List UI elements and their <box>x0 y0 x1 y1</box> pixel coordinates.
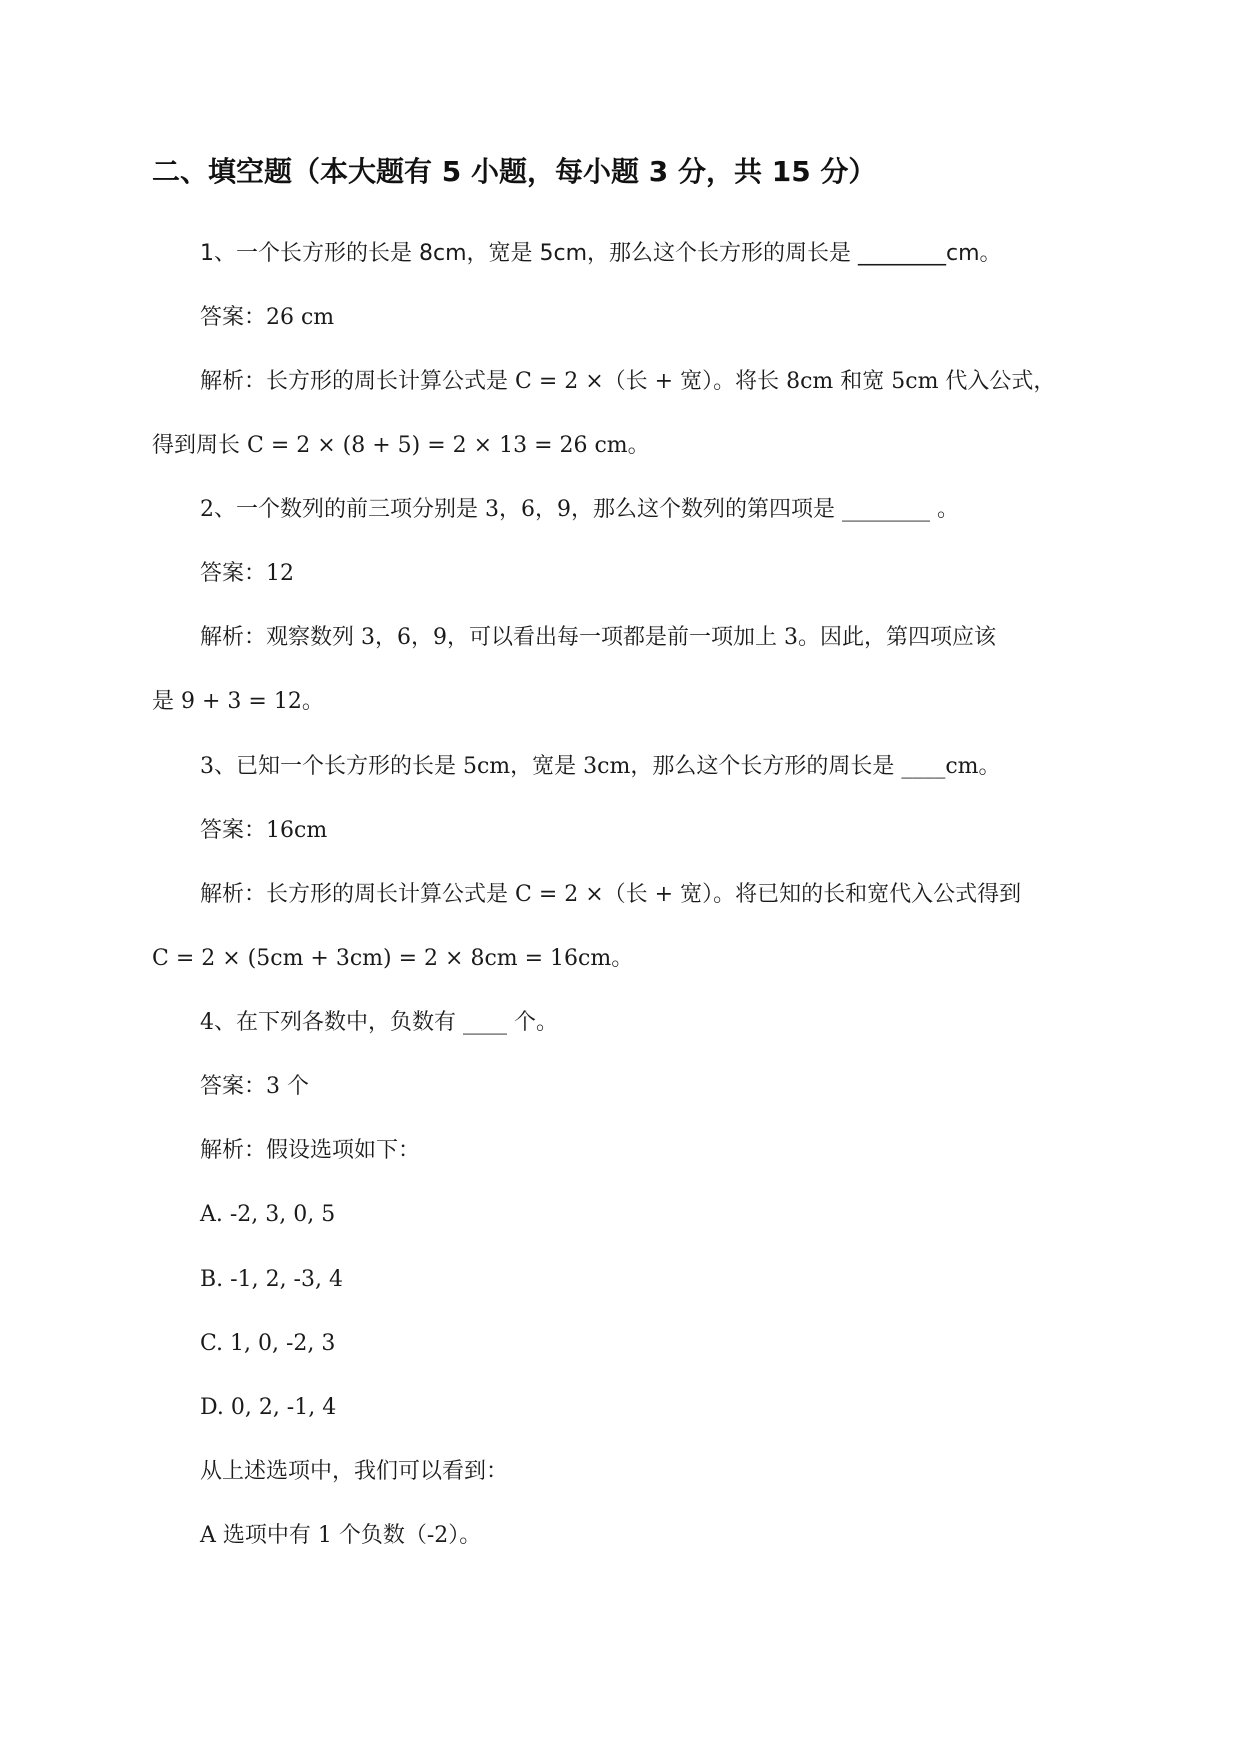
question-3: 3、已知一个长方形的长是 5cm，宽是 3cm，那么这个长方形的周长是 ____cm。 <box>200 754 1001 779</box>
note-option-a: A 选项中有 1 个负数（-2）。 <box>200 1523 482 1548</box>
question-1: 1、一个长方形的长是 8cm，宽是 5cm，那么这个长方形的周长是 ________cm。 <box>200 241 1002 266</box>
section-heading: 二、填空题（本大题有 5 小题，每小题 3 分，共 15 分） <box>152 155 877 188</box>
analysis-1-line-1: 解析：长方形的周长计算公式是 C = 2 ×（长 + 宽）。将长 8cm 和宽 5cm 代入公式， <box>200 369 1056 394</box>
option-b: B. -1, 2, -3, 4 <box>200 1267 343 1292</box>
analysis-1-line-2: 得到周长 C = 2 × (8 + 5) = 2 × 13 = 26 cm。 <box>152 433 650 458</box>
option-a: A. -2, 3, 0, 5 <box>200 1202 336 1227</box>
analysis-2-line-2: 是 9 + 3 = 12。 <box>152 689 324 714</box>
answer-1: 答案：26 cm <box>200 305 335 330</box>
analysis-2-line-1: 解析：观察数列 3，6，9，可以看出每一项都是前一项加上 3。因此，第四项应该 <box>200 625 996 650</box>
answer-2: 答案：12 <box>200 561 294 586</box>
question-4: 4、在下列各数中，负数有 ____ 个。 <box>200 1010 558 1035</box>
option-c: C. 1, 0, -2, 3 <box>200 1331 336 1356</box>
analysis-3-line-1: 解析：长方形的周长计算公式是 C = 2 ×（长 + 宽）。将已知的长和宽代入公式得到 <box>200 882 1022 907</box>
answer-4: 答案：3 个 <box>200 1074 309 1099</box>
question-2: 2、一个数列的前三项分别是 3，6，9，那么这个数列的第四项是 ________ 。 <box>200 497 959 522</box>
analysis-4: 解析：假设选项如下： <box>200 1138 421 1163</box>
analysis-3-line-2: C = 2 × (5cm + 3cm) = 2 × 8cm = 16cm。 <box>152 946 634 971</box>
observation-text: 从上述选项中，我们可以看到： <box>200 1459 509 1484</box>
answer-3: 答案：16cm <box>200 818 328 843</box>
option-d: D. 0, 2, -1, 4 <box>200 1395 337 1420</box>
